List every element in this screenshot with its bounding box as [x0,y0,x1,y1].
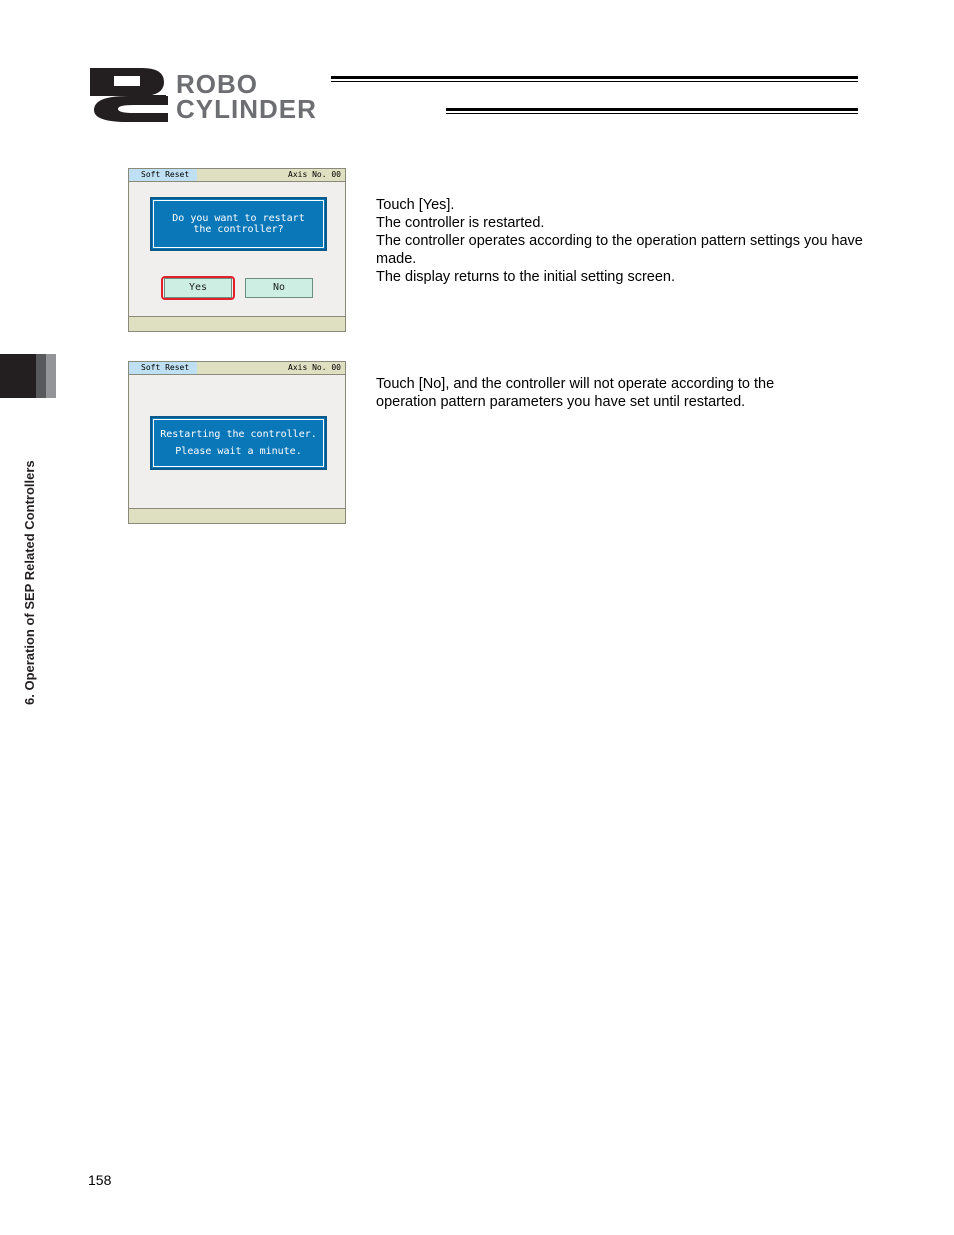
restarting-message [150,416,327,470]
instruction-line: Touch [Yes]. [376,197,455,213]
no-instructions [376,375,816,411]
logo-text-robo: ROBO [176,69,258,99]
rc-mark-icon [88,66,170,124]
axis-number: Axis No. 00 [288,363,341,372]
message-line: Please wait a minute. [175,446,302,457]
instruction-line: The controller operates according to the operation pattern settings you have made. [376,233,863,267]
screen-bottombar [129,316,345,331]
header-rule [446,108,858,111]
robo-cylinder-logo [88,66,868,126]
screen-title: Soft Reset [129,362,197,374]
soft-reset-confirm-screen [128,168,346,332]
chapter-tab-dark [0,354,36,398]
yes-instructions [376,196,866,286]
chapter-tab-light [46,354,56,398]
screen-title: Soft Reset [129,169,197,181]
screen-topbar [129,169,345,182]
instruction-line: The controller is restarted. [376,215,545,231]
instruction-line: Touch [No], and the controller will not operate according to the operation pattern parameters you have set until restarted. [376,376,775,410]
message-line: Do you want to restart [172,213,305,224]
logo-text-cylinder: CYLINDER [176,94,317,124]
screen-topbar [129,362,345,375]
header-rule [331,76,858,79]
header-rule [331,81,858,82]
no-button[interactable]: No [245,278,313,298]
yes-button[interactable]: Yes [164,278,232,298]
header-rule [446,113,858,114]
page-number: 158 [88,1172,112,1188]
axis-number: Axis No. 00 [288,170,341,179]
instruction-line: The display returns to the initial setting screen. [376,269,676,285]
message-line: the controller? [193,224,284,235]
chapter-tab-mid [36,354,46,398]
soft-reset-restarting-screen [128,361,346,524]
restart-prompt-message [150,197,327,251]
screen-bottombar [129,508,345,523]
message-line: Restarting the controller. [160,429,317,440]
chapter-label: 6. Operation of SEP Related Controllers [22,460,37,705]
